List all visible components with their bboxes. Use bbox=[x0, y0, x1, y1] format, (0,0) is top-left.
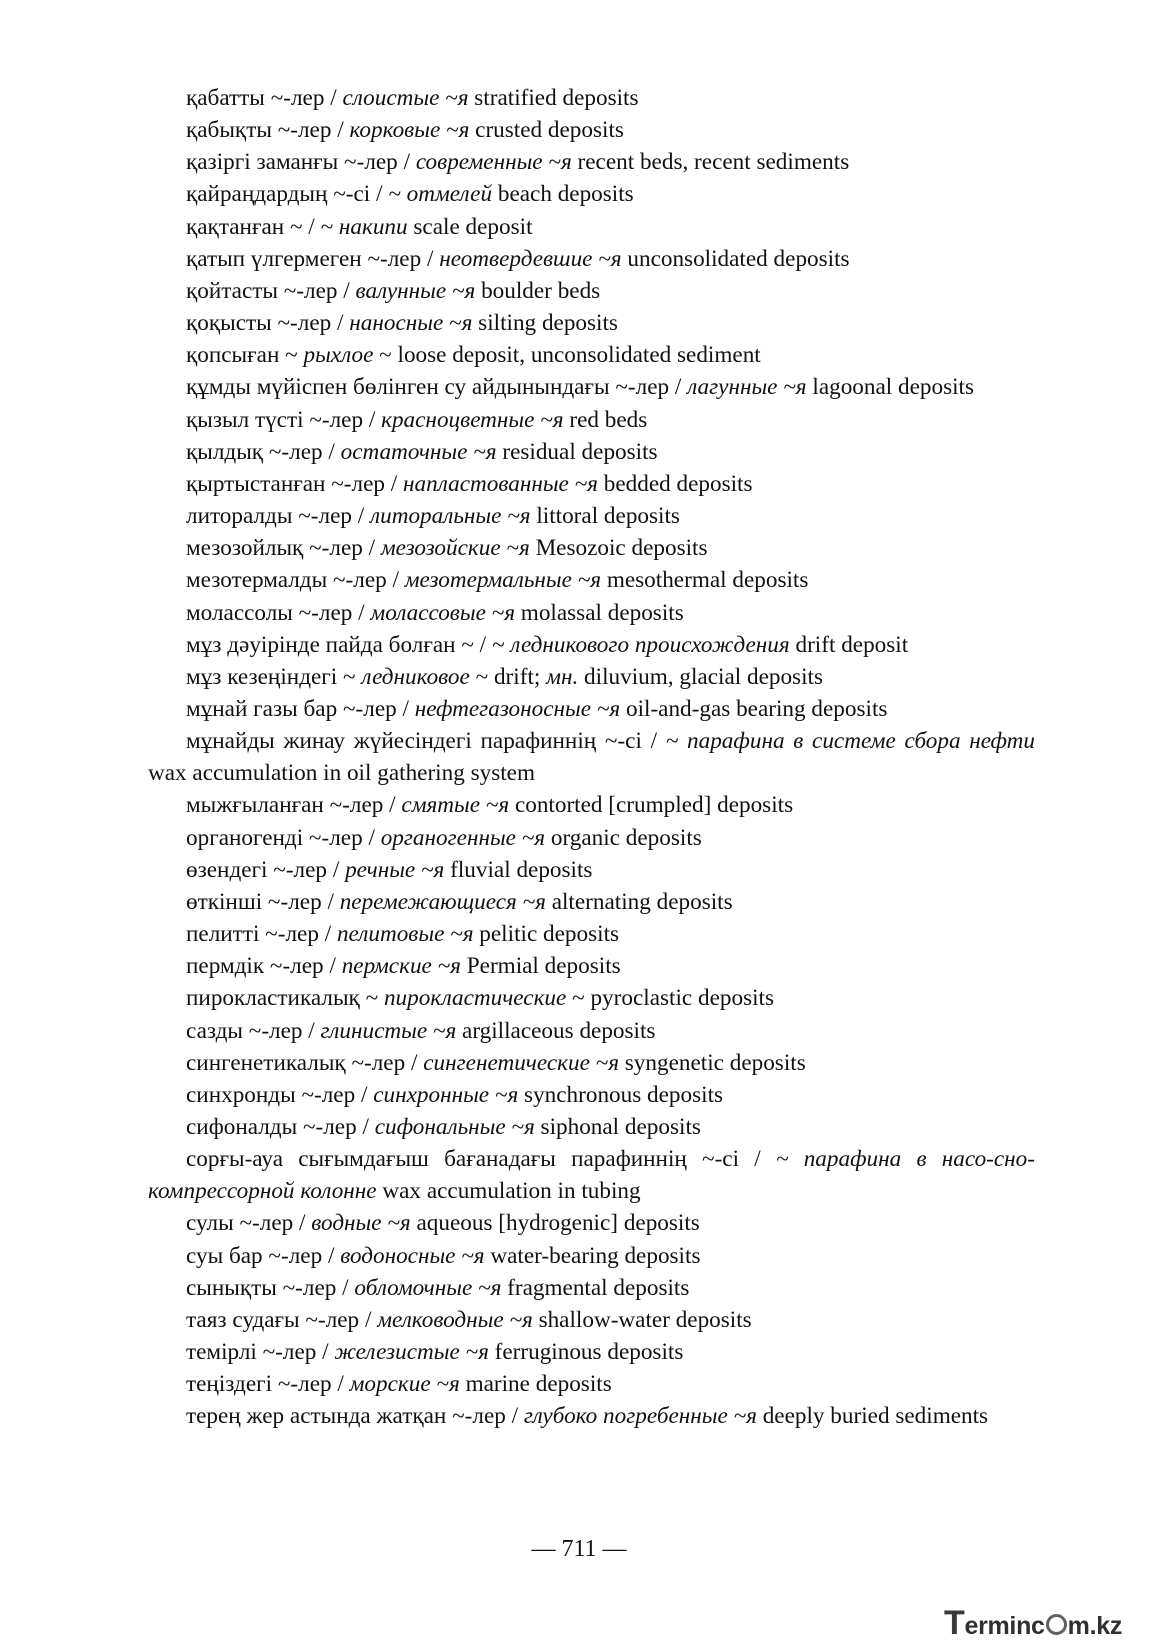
term-kazakh: құмды мүйіспен бөлінген су айдынындағы ~-лер / bbox=[186, 374, 682, 401]
term-russian: ~ ледникового происхождения bbox=[491, 631, 790, 658]
term-russian: лагунные ~я bbox=[687, 374, 807, 401]
term-russian: пермские ~я bbox=[341, 953, 461, 980]
dictionary-entry bbox=[148, 307, 1035, 339]
term-russian: слоистые ~я bbox=[342, 85, 469, 111]
term-english: ~ drift; bbox=[475, 663, 541, 690]
term-kazakh: қатып үлгермеген ~-лер / bbox=[186, 245, 434, 272]
term-english: syngenetic deposits bbox=[624, 1049, 806, 1076]
dictionary-entry bbox=[148, 468, 1035, 500]
term-kazakh: қызыл түсті ~-лер / bbox=[186, 406, 376, 433]
term-english: molassal deposits bbox=[520, 599, 684, 626]
term-kazakh: мезозойлық ~-лер / bbox=[186, 535, 376, 562]
term-english: crusted deposits bbox=[475, 117, 624, 144]
term-russian: мн. bbox=[546, 663, 579, 690]
term-russian: сингенетические ~я bbox=[423, 1049, 619, 1076]
term-english: shallow-water deposits bbox=[538, 1306, 752, 1333]
term-russian: литоральные ~я bbox=[370, 503, 531, 530]
term-english: boulder beds bbox=[481, 277, 601, 304]
term-english: bedded deposits bbox=[603, 470, 753, 497]
term-english: water-bearing deposits bbox=[490, 1242, 701, 1269]
dictionary-entry bbox=[148, 725, 1035, 789]
term-russian: речные ~я bbox=[345, 856, 445, 883]
term-english: synchronous deposits bbox=[524, 1081, 724, 1108]
dictionary-entry bbox=[148, 1368, 1035, 1400]
term-kazakh: сазды ~-лер / bbox=[186, 1017, 315, 1044]
term-english: lagoonal deposits bbox=[812, 374, 975, 401]
dictionary-entry bbox=[148, 661, 1035, 693]
term-russian: железистые ~я bbox=[334, 1339, 489, 1366]
term-kazakh: өткінші ~-лер / bbox=[186, 888, 334, 915]
dictionary-entry bbox=[148, 532, 1035, 564]
term-english: oil-and-gas bearing deposits bbox=[625, 695, 888, 722]
term-english: unconsolidated deposits bbox=[627, 245, 850, 272]
term-kazakh: сифоналды ~-лер / bbox=[186, 1114, 369, 1140]
term-kazakh: қылдық ~-лер / bbox=[186, 438, 335, 465]
term-kazakh: сулы ~-лер / bbox=[186, 1210, 306, 1237]
term-english: contorted [crumpled] deposits bbox=[514, 792, 794, 819]
dictionary-entry bbox=[148, 1304, 1035, 1336]
dictionary-entry bbox=[148, 1207, 1035, 1239]
term-kazakh: қақтанған ~ / bbox=[186, 213, 315, 240]
term-kazakh: синхронды ~-лер / bbox=[186, 1081, 368, 1108]
term-english: marine deposits bbox=[465, 1371, 612, 1398]
term-kazakh: пирокластикалық ~ bbox=[186, 985, 379, 1012]
dictionary-entry bbox=[148, 146, 1035, 178]
term-russian: сифональные ~я bbox=[374, 1114, 535, 1140]
dictionary-entry bbox=[148, 1336, 1035, 1368]
term-russian: рыхлое bbox=[303, 342, 374, 369]
term-russian: красноцветные ~я bbox=[381, 406, 564, 433]
dictionary-entry bbox=[148, 918, 1035, 950]
term-english: drift deposit bbox=[795, 631, 909, 658]
term-english: fragmental deposits bbox=[507, 1274, 690, 1301]
term-kazakh: қабатты ~-лер / bbox=[186, 85, 337, 111]
term-kazakh: мезотермалды ~-лер / bbox=[186, 567, 399, 594]
dictionary-entry bbox=[148, 564, 1035, 596]
dictionary-entry bbox=[148, 339, 1035, 371]
dictionary-entry bbox=[148, 1400, 1035, 1432]
term-russian: мезозойские ~я bbox=[380, 535, 530, 562]
dictionary-entry bbox=[148, 886, 1035, 918]
term-russian: напластованные ~я bbox=[403, 470, 598, 497]
term-english: pelitic deposits bbox=[479, 921, 620, 948]
dictionary-entry bbox=[148, 1143, 1035, 1207]
dictionary-entry bbox=[148, 789, 1035, 821]
dictionary-entry bbox=[148, 982, 1035, 1014]
term-english: wax accumulation in tubing bbox=[382, 1178, 641, 1205]
term-kazakh: қабықты ~-лер / bbox=[186, 117, 344, 144]
term-kazakh: өзендегі ~-лер / bbox=[186, 856, 340, 883]
term-russian: органогенные ~я bbox=[380, 824, 546, 851]
term-english: residual deposits bbox=[502, 438, 658, 465]
term-english: mesothermal deposits bbox=[606, 567, 809, 594]
dictionary-entry bbox=[148, 1079, 1035, 1111]
term-kazakh: мұнайды жинау жүйесіндегі парафиннің ~-сі / bbox=[186, 728, 658, 755]
term-kazakh: суы бар ~-лер / bbox=[186, 1242, 335, 1269]
dictionary-entry bbox=[148, 371, 1035, 403]
dictionary-entry bbox=[148, 114, 1035, 146]
term-russian: водоносные ~я bbox=[340, 1242, 485, 1269]
dictionary-entry bbox=[148, 500, 1035, 532]
dictionary-entry bbox=[148, 211, 1035, 243]
term-russian: молассовые ~я bbox=[370, 599, 515, 626]
term-kazakh: мұз кезеңіндегі ~ bbox=[186, 663, 356, 690]
term-russian: пелитовые ~я bbox=[336, 921, 474, 948]
term-kazakh: литоралды ~-лер / bbox=[186, 503, 365, 530]
term-russian: синхронные ~я bbox=[373, 1081, 519, 1108]
term-kazakh: пермдік ~-лер / bbox=[186, 953, 336, 980]
term-english: alternating deposits bbox=[551, 888, 733, 915]
dictionary-entry bbox=[148, 243, 1035, 275]
term-russian: пирокластические bbox=[383, 985, 567, 1012]
term-russian: смятые ~я bbox=[401, 792, 510, 819]
term-kazakh: мыжғыланған ~-лер / bbox=[186, 792, 396, 819]
term-kazakh: сингенетикалық ~-лер / bbox=[186, 1049, 418, 1076]
term-kazakh: мұнай газы бар ~-лер / bbox=[186, 695, 409, 722]
term-english: Mesozoic deposits bbox=[535, 535, 708, 562]
dictionary-entry bbox=[148, 1272, 1035, 1304]
dictionary-entry bbox=[148, 275, 1035, 307]
term-kazakh: қойтасты ~-лер / bbox=[186, 277, 350, 304]
dictionary-entry bbox=[148, 822, 1035, 854]
term-kazakh: органогенді ~-лер / bbox=[186, 824, 375, 851]
term-english: fluvial deposits bbox=[450, 856, 593, 883]
term-kazakh: сынықты ~-лер / bbox=[186, 1274, 349, 1301]
term-english: Permial deposits bbox=[466, 953, 621, 980]
term-english: silting deposits bbox=[478, 310, 618, 337]
term-russian: корковые ~я bbox=[349, 117, 470, 144]
term-russian: глубоко погребенные ~я bbox=[523, 1403, 757, 1430]
term-russian: ~ парафина в насо-сно-компрессорной колонне bbox=[148, 1146, 1035, 1205]
dictionary-entry bbox=[148, 854, 1035, 886]
term-english: ~ pyroclastic deposits bbox=[572, 985, 774, 1012]
term-russian: обломочные ~я bbox=[354, 1274, 502, 1301]
term-russian: современные ~я bbox=[415, 149, 572, 176]
term-english: organic deposits bbox=[550, 824, 702, 851]
dictionary-entry bbox=[148, 436, 1035, 468]
term-kazakh: мұз дәуірінде пайда болған ~ / bbox=[186, 631, 487, 658]
dictionary-entry bbox=[148, 178, 1035, 210]
term-russian: мелководные ~я bbox=[377, 1306, 533, 1333]
term-kazakh: темірлі ~-лер / bbox=[186, 1339, 329, 1366]
term-english: diluvium, glacial deposits bbox=[584, 663, 823, 690]
entry-list bbox=[148, 82, 1035, 1433]
term-kazakh: пелитті ~-лер / bbox=[186, 921, 332, 948]
term-english: ~ loose deposit, unconsolidated sediment bbox=[379, 342, 761, 369]
term-kazakh: қоқысты ~-лер / bbox=[186, 310, 344, 337]
term-kazakh: қопсыған ~ bbox=[186, 342, 298, 369]
circle-icon bbox=[1046, 1614, 1067, 1635]
term-kazakh: қазіргі заманғы ~-лер / bbox=[186, 149, 411, 176]
term-russian: морские ~я bbox=[349, 1371, 460, 1398]
dictionary-entry bbox=[148, 1240, 1035, 1272]
term-russian: мезотермальные ~я bbox=[404, 567, 602, 594]
dictionary-entry bbox=[148, 1111, 1035, 1143]
term-english: ferruginous deposits bbox=[494, 1339, 684, 1366]
term-russian: ледниковое bbox=[361, 663, 470, 690]
term-russian: перемежающиеся ~я bbox=[339, 888, 546, 915]
term-kazakh: қайраңдардың ~-сі / bbox=[186, 181, 383, 208]
term-russian: ~ отмелей bbox=[388, 181, 493, 208]
term-kazakh: терең жер астында жатқан ~-лер / bbox=[186, 1403, 519, 1430]
term-english: scale deposit bbox=[413, 213, 533, 240]
term-english: red beds bbox=[569, 406, 648, 433]
term-english: beach deposits bbox=[497, 181, 634, 208]
term-english: deeply buried sediments bbox=[762, 1403, 989, 1430]
term-english: argillaceous deposits bbox=[462, 1017, 656, 1044]
term-english: littoral deposits bbox=[536, 503, 680, 530]
term-russian: ~ парафина в системе сбора нефти bbox=[665, 728, 1036, 755]
term-english: aqueous [hydrogenic] deposits bbox=[416, 1210, 700, 1237]
dictionary-entry bbox=[148, 629, 1035, 661]
term-russian: неотвердевшие ~я bbox=[439, 245, 622, 272]
dictionary-entry bbox=[148, 1015, 1035, 1047]
term-english: siphonal deposits bbox=[540, 1114, 701, 1140]
term-english: wax accumulation in oil gathering system bbox=[148, 760, 536, 787]
dictionary-entry bbox=[148, 1047, 1035, 1079]
term-kazakh: таяз судағы ~-лер / bbox=[186, 1306, 372, 1333]
term-kazakh: қыртыстанған ~-лер / bbox=[186, 470, 398, 497]
page-number: — 711 — bbox=[531, 1536, 627, 1562]
termincom-logo[interactable]: Terminc m.kz bbox=[944, 1604, 1123, 1642]
dictionary-entry bbox=[148, 82, 1035, 114]
dictionary-entry bbox=[148, 950, 1035, 982]
term-english: recent beds, recent sediments bbox=[577, 149, 850, 176]
term-russian: остаточные ~я bbox=[340, 438, 497, 465]
term-kazakh: молассолы ~-лер / bbox=[186, 599, 365, 626]
term-english: stratified deposits bbox=[474, 85, 639, 111]
term-russian: водные ~я bbox=[311, 1210, 411, 1237]
dictionary-entry bbox=[148, 404, 1035, 436]
term-russian: глинистые ~я bbox=[320, 1017, 457, 1044]
dictionary-entry bbox=[148, 597, 1035, 629]
term-russian: наносные ~я bbox=[349, 310, 473, 337]
term-russian: валунные ~я bbox=[355, 277, 476, 304]
term-russian: ~ накипи bbox=[320, 213, 408, 240]
dictionary-entry bbox=[148, 693, 1035, 725]
term-kazakh: теңіздегі ~-лер / bbox=[186, 1371, 344, 1398]
term-russian: нефтегазоносные ~я bbox=[414, 695, 621, 722]
term-kazakh: сорғы-ауа сығымдағыш бағанадағы парафиннің ~-сі / bbox=[186, 1146, 761, 1173]
